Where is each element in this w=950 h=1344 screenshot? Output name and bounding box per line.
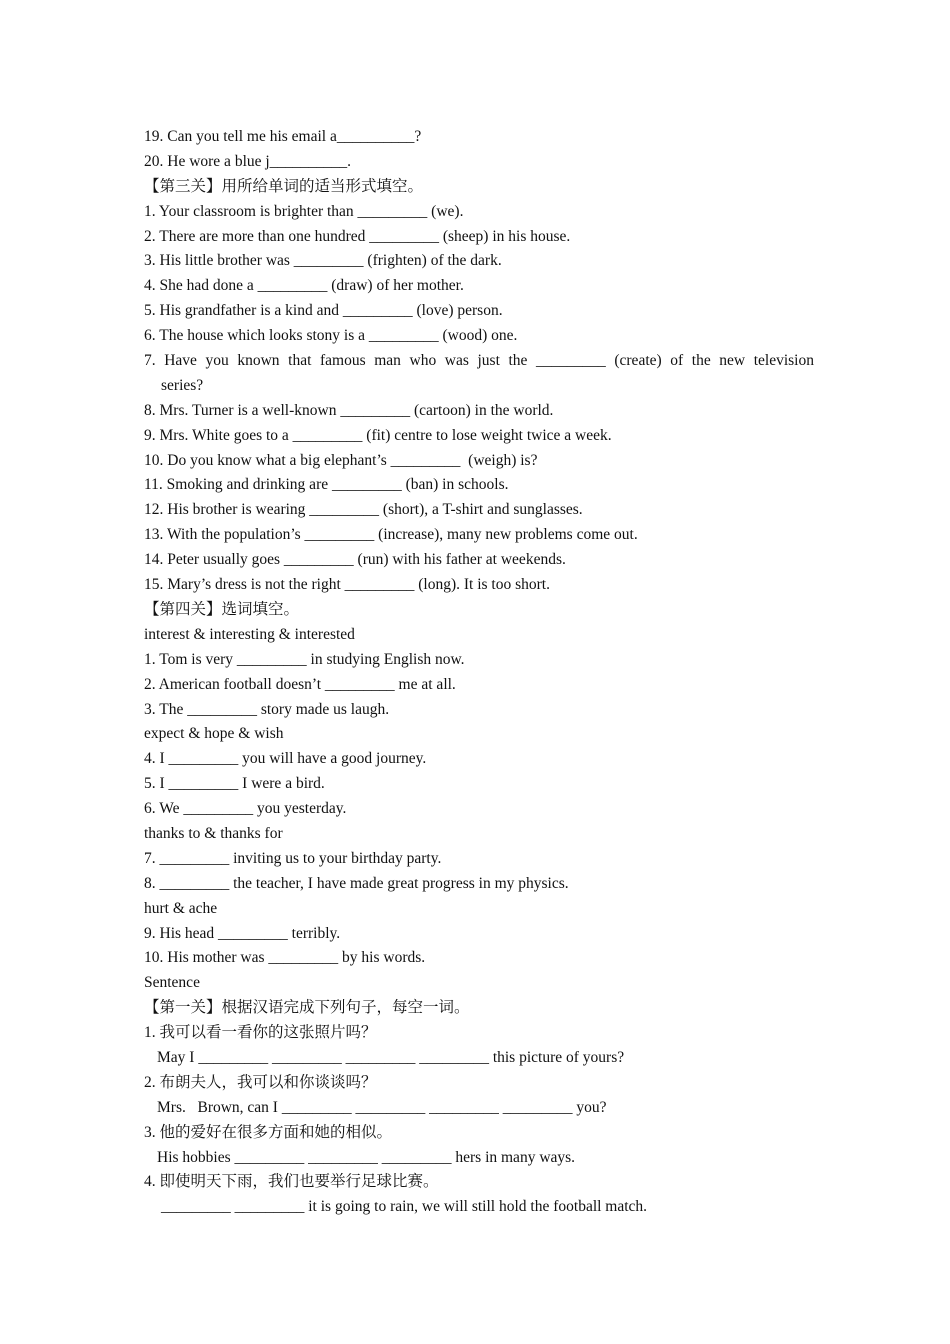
chinese-prompt: 2. 布朗夫人，我可以和你谈谈吗？ [144, 1073, 377, 1091]
answer-line: _________ _________ it is going to rain, we will still hold the football match. [161, 1198, 648, 1216]
question-line: 20. He wore a blue j__________. [144, 152, 352, 170]
question-line-continuation: series? [161, 376, 204, 394]
question-line: 1. Your classroom is brighter than _________ (we). [144, 202, 464, 220]
question-line: 3. The _________ story made us laugh. [144, 700, 390, 718]
question-line: 6. The house which looks stony is a _________ (wood) one. [144, 327, 518, 345]
part-heading: Sentence [144, 974, 200, 992]
question-line: 5. His grandfather is a kind and _________ (love) person. [144, 302, 503, 320]
question-line: 5. I _________ I were a bird. [144, 775, 325, 793]
section-heading: 【第三关】用所给单词的适当形式填空。 [144, 177, 424, 195]
word-group: interest & interesting & interested [144, 625, 355, 643]
question-line: 4. She had done a _________ (draw) of her mother. [144, 277, 464, 295]
question-line: 12. His brother is wearing _________ (short), a T-shirt and sunglasses. [144, 501, 583, 519]
question-line: 10. Do you know what a big elephant’s _________ (weigh) is? [144, 451, 538, 469]
word-group: thanks to & thanks for [144, 824, 283, 842]
answer-line: May I _________ _________ _________ _________ this picture of yours? [157, 1048, 625, 1066]
question-line: 9. His head _________ terribly. [144, 924, 341, 942]
question-line: 1. Tom is very _________ in studying English now. [144, 650, 465, 668]
question-line: 8. _________ the teacher, I have made great progress in my physics. [144, 874, 569, 892]
section-heading: 【第四关】选词填空。 [144, 600, 300, 618]
question-line: 3. His little brother was _________ (frighten) of the dark. [144, 252, 502, 270]
question-line: 10. His mother was _________ by his words. [144, 949, 426, 967]
word-group: expect & hope & wish [144, 725, 284, 743]
chinese-prompt: 3. 他的爱好在很多方面和她的相似。 [144, 1123, 393, 1141]
question-line: 7. _________ inviting us to your birthday party. [144, 849, 442, 867]
answer-line: His hobbies _________ _________ _________ hers in many ways. [157, 1148, 576, 1166]
chinese-prompt: 4. 即使明天下雨，我们也要举行足球比赛。 [144, 1173, 439, 1191]
question-line: 13. With the population’s _________ (increase), many new problems come out. [144, 526, 638, 544]
question-line: 7. Have you known that famous man who was just the _________ (create) of the new television [144, 352, 814, 370]
question-line: 2. American football doesn’t _________ me at all. [144, 675, 456, 693]
question-line: 15. Mary’s dress is not the right _________ (long). It is too short. [144, 576, 550, 594]
question-line: 9. Mrs. White goes to a _________ (fit) centre to lose weight twice a week. [144, 426, 612, 444]
question-line: 19. Can you tell me his email a__________? [144, 128, 422, 145]
question-line: 8. Mrs. Turner is a well-known _________ (cartoon) in the world. [144, 401, 554, 419]
worksheet-body [144, 125, 814, 1220]
word-group: hurt & ache [144, 899, 218, 917]
question-line: 14. Peter usually goes _________ (run) with his father at weekends. [144, 551, 566, 569]
section-heading: 【第一关】根据汉语完成下列句子，每空一词。 [144, 999, 470, 1017]
question-line: 6. We _________ you yesterday. [144, 800, 347, 818]
question-line: 4. I _________ you will have a good journey. [144, 750, 427, 768]
question-line: 2. There are more than one hundred _________ (sheep) in his house. [144, 227, 571, 245]
answer-line: Mrs. Brown, can I _________ _________ _________ _________ you? [157, 1098, 607, 1116]
chinese-prompt: 1. 我可以看一看你的这张照片吗？ [144, 1024, 377, 1042]
question-line: 11. Smoking and drinking are _________ (ban) in schools. [144, 476, 509, 494]
